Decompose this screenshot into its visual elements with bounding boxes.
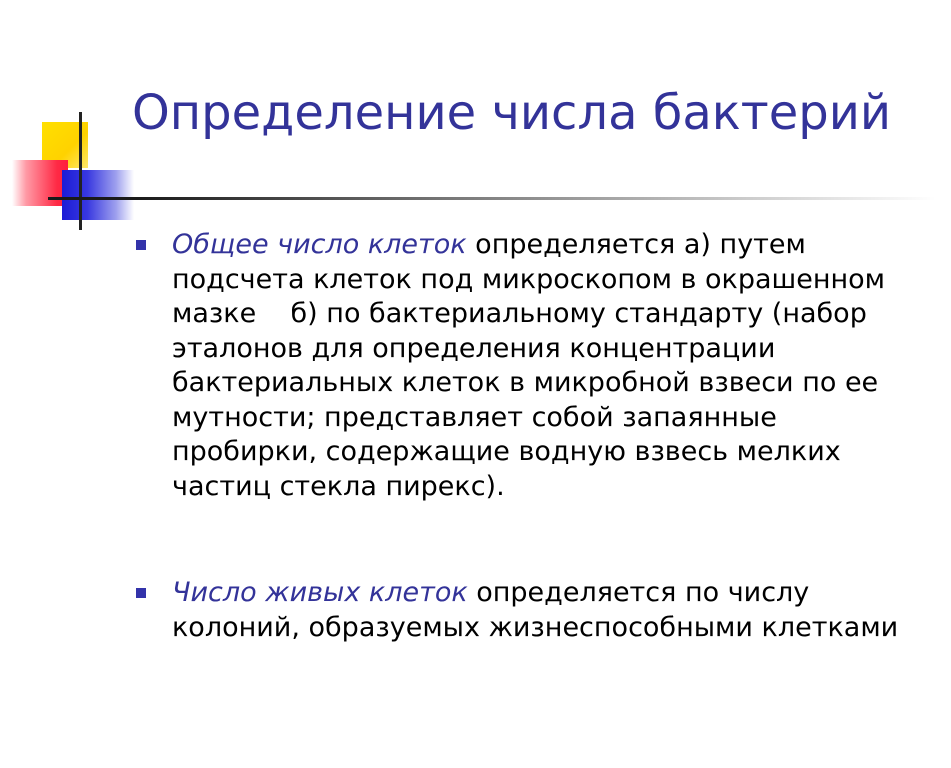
bullet-text-live-count: определяется по числу колоний, образуемых жизнеспособными клетками xyxy=(172,577,899,643)
bullet-list xyxy=(128,228,928,645)
bullet-text-total-count: определяется а) путем подсчета клеток под микроскопом в окрашенном мазке б) по бактериальному стандарту (набор эталонов для определения концентрации бактериальных клеток в микробной взвеси по ее мутности; представляет собой запаянные пробирки, содержащие водную взвесь мелких частиц стекла пирекс). xyxy=(172,229,894,502)
bullet-item-live-count xyxy=(128,576,928,645)
slide-title: Определение числа бактерий xyxy=(132,85,892,141)
term-live-cells: Число живых клеток xyxy=(172,577,468,608)
square-bullet-icon xyxy=(136,588,146,598)
ornament-vertical-line xyxy=(79,112,82,230)
term-cells: клеток xyxy=(367,229,467,260)
term-total-count: Общее число xyxy=(172,229,360,260)
square-bullet-icon xyxy=(136,240,146,250)
ornament-blue-square xyxy=(62,170,134,220)
bullet-item-total-count xyxy=(128,228,928,504)
title-divider-line xyxy=(48,197,936,200)
